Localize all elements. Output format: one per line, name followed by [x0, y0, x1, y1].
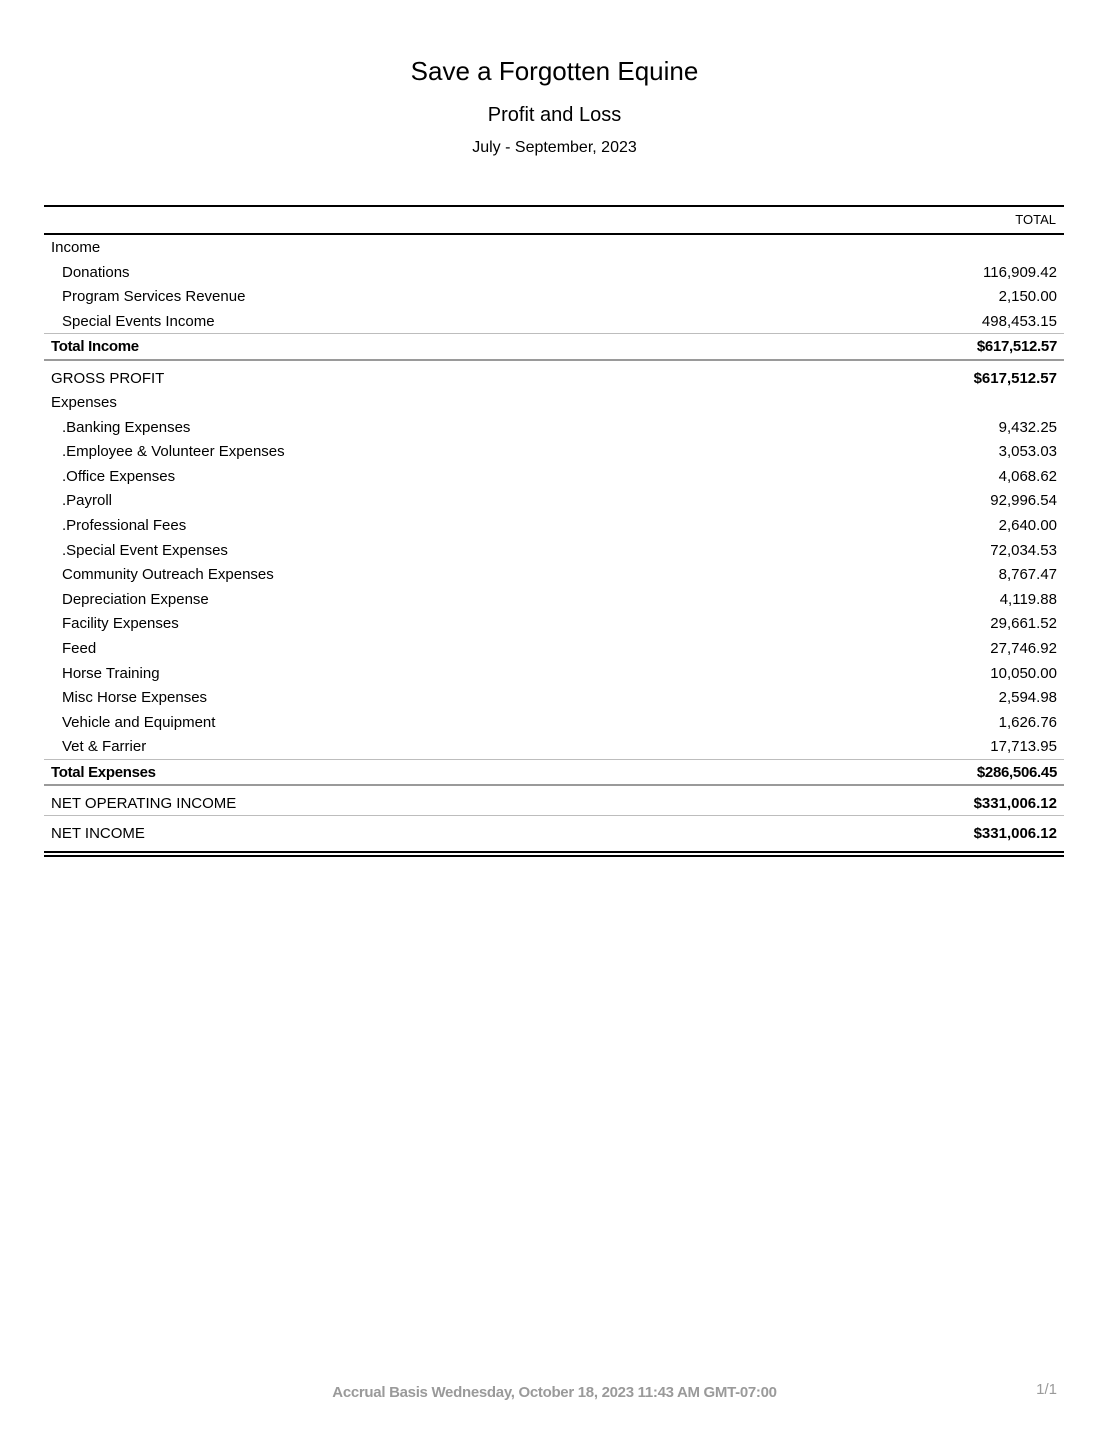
table-row — [44, 685, 1064, 710]
row-label: Facility Expenses — [62, 615, 179, 633]
section-label: Income — [51, 239, 101, 256]
row-amount: $331,006.12 — [973, 825, 1057, 843]
report-title: Profit and Loss — [487, 104, 622, 126]
total-expenses-row — [44, 759, 1064, 785]
income-section-header — [44, 235, 1064, 260]
row-amount: 1,626.76 — [998, 713, 1057, 731]
table-row — [44, 636, 1064, 661]
row-amount: $331,006.12 — [973, 795, 1057, 813]
gross-profit-row — [44, 359, 1064, 390]
row-amount: 2,150.00 — [998, 288, 1057, 306]
row-amount: 2,594.98 — [998, 689, 1057, 707]
table-row — [44, 488, 1064, 513]
company-name: Save a Forgotten Equine — [410, 56, 699, 86]
row-amount: 17,713.95 — [990, 738, 1057, 756]
table-row — [44, 538, 1064, 563]
row-amount: 498,453.15 — [981, 312, 1057, 330]
row-label: Depreciation Expense — [62, 590, 209, 608]
row-label: .Special Event Expenses — [62, 541, 228, 559]
row-label: Horse Training — [62, 664, 160, 682]
row-label: .Employee & Volunteer Expenses — [62, 443, 285, 461]
column-header-row — [44, 207, 1064, 235]
row-label: Special Events Income — [62, 312, 215, 330]
section-label: Expenses — [51, 393, 117, 411]
table-row — [44, 661, 1064, 686]
row-label: Vehicle and Equipment — [62, 713, 216, 731]
table-row — [44, 439, 1064, 464]
row-amount: 4,068.62 — [998, 467, 1057, 485]
table-row — [44, 562, 1064, 587]
table-row — [44, 513, 1064, 538]
net-operating-income-row — [44, 784, 1064, 815]
row-amount: 72,034.53 — [990, 541, 1057, 559]
row-amount: 27,746.92 — [990, 639, 1057, 657]
double-rule — [44, 851, 1064, 857]
expenses-section-header — [44, 390, 1064, 415]
row-label: NET OPERATING INCOME — [51, 795, 237, 813]
row-amount: 92,996.54 — [990, 492, 1057, 510]
row-label: Vet & Farrier — [62, 738, 147, 756]
row-amount: 2,640.00 — [998, 516, 1057, 534]
page-number: 1/1 — [1036, 1381, 1057, 1398]
row-label: .Payroll — [62, 492, 113, 510]
table-row — [44, 464, 1064, 489]
row-amount: 10,050.00 — [990, 664, 1057, 682]
table-row — [44, 415, 1064, 440]
row-label: Total Income — [51, 338, 139, 356]
table-row — [44, 260, 1064, 285]
row-amount: 8,767.47 — [998, 566, 1057, 584]
total-income-row — [44, 333, 1064, 359]
row-amount: $617,512.57 — [976, 338, 1057, 356]
row-label: GROSS PROFIT — [51, 369, 165, 387]
column-header-total: TOTAL — [1015, 212, 1056, 227]
table-row — [44, 284, 1064, 309]
report-period: July - September, 2023 — [472, 139, 637, 156]
row-amount: 4,119.88 — [999, 590, 1057, 608]
row-label: NET INCOME — [51, 825, 145, 843]
row-amount: 29,661.52 — [990, 615, 1057, 633]
row-amount: 9,432.25 — [998, 418, 1057, 436]
row-label: Donations — [62, 263, 130, 281]
row-label: Total Expenses — [51, 763, 156, 781]
row-label: .Office Expenses — [62, 467, 176, 485]
row-label: .Banking Expenses — [62, 418, 191, 436]
row-label: .Professional Fees — [62, 516, 187, 534]
table-row — [44, 611, 1064, 636]
row-label: Community Outreach Expenses — [62, 566, 274, 584]
report-footer: Accrual Basis Wednesday, October 18, 2023 11:43 AM GMT-07:00 — [332, 1384, 777, 1401]
row-amount: $286,506.45 — [976, 763, 1057, 781]
row-label: Program Services Revenue — [62, 288, 246, 306]
profit-loss-table — [44, 205, 1064, 857]
row-amount: 3,053.03 — [998, 443, 1057, 461]
row-amount: 116,909.42 — [983, 263, 1057, 281]
row-label: Misc Horse Expenses — [62, 689, 208, 707]
row-label: Feed — [62, 639, 97, 657]
table-row — [44, 710, 1064, 735]
row-amount: $617,512.57 — [973, 369, 1057, 387]
table-row — [44, 309, 1064, 334]
net-income-row — [44, 815, 1064, 845]
table-row — [44, 587, 1064, 612]
table-row — [44, 734, 1064, 759]
